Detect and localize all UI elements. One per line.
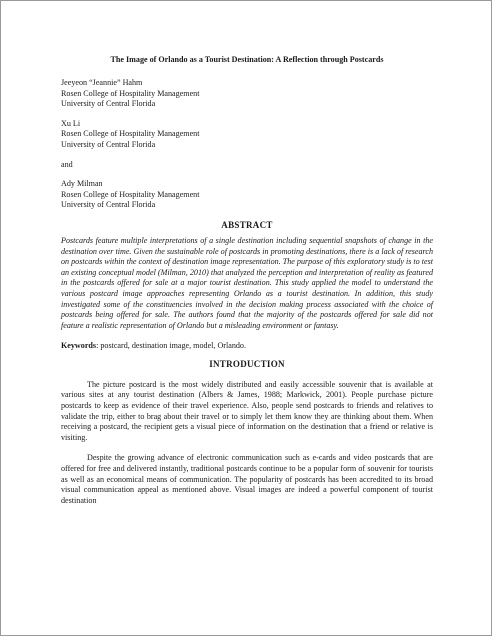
page-content <box>61 55 433 516</box>
author-institution: University of Central Florida <box>61 200 156 210</box>
author-department: Rosen College of Hospitality Management <box>61 189 200 199</box>
author-block-2 <box>61 119 433 151</box>
keywords-text: : postcard, destination image, model, Orlando. <box>96 341 247 351</box>
author-institution: University of Central Florida <box>61 99 156 109</box>
author-name: Jeeyeon “Jeannie” Hahm <box>61 78 143 87</box>
paper-title: The Image of Orlando as a Tourist Destination: A Reflection through Postcards <box>110 55 384 64</box>
author-name: Ady Milman <box>61 179 103 189</box>
abstract-heading: ABSTRACT <box>221 219 273 230</box>
author-block-1 <box>61 78 433 110</box>
keywords-line <box>61 341 433 352</box>
author-institution: University of Central Florida <box>61 139 156 149</box>
keywords-label: Keywords <box>61 341 97 351</box>
introduction-paragraph-1: The picture postcard is the most widely distributed and easily accessible souvenir that is available at various sites at any tourist destination (Albers & James, 1988; Markwick, 2001). People purchase picture postcards to keep as evidence of their travel experience. Also, people send postcards to friends and relatives to validate the trip, either to brag about their travel or to simply let them know they are thinking about them. When receiving a postcard, the recipient gets a visual piece of information on the destination that a friend or relative is visiting. <box>61 379 433 442</box>
author-department: Rosen College of Hospitality Management <box>61 129 200 139</box>
author-name: Xu Li <box>61 118 81 128</box>
abstract-text: Postcards feature multiple interpretations of a single destination including sequential snapshots of change in the destination over time. Given the sustainable role of postcards in promoting destinations, there is a lack of research on postcards within the context of destination image representation. The purpose of this exploratory study is to test an existing conceptual model (Milman, 2010) that analyzed the perception and interpretation of reality as featured in the postcards offered for sale at a major tourist destination. This study applied the model to understand the various postcard image approaches representing Orlando as a tourist destination. In addition, this study investigated some of the constituencies involved in the decision making process associated with the choice of postcards being offered for sale. The authors found that the majority of the postcards offered for sale did not feature a realistic representation of Orlando but a misleading environment or fantasy. <box>61 235 433 330</box>
author-block-3 <box>61 179 433 211</box>
author-department: Rosen College of Hospitality Management <box>61 88 200 98</box>
introduction-paragraph-2: Despite the growing advance of electronic communication such as e-cards and video postcards that are offered for free and delivered instantly, traditional postcards continue to be a popular form of souvenir for tourists as well as an economical means of communication. The popularity of postcards has been accredited to its broad visual communication appeal as mentioned above. Visual images are indeed a powerful component of tourist destination <box>61 453 433 505</box>
introduction-heading: INTRODUCTION <box>209 358 285 369</box>
author-conjunction: and <box>61 159 73 169</box>
